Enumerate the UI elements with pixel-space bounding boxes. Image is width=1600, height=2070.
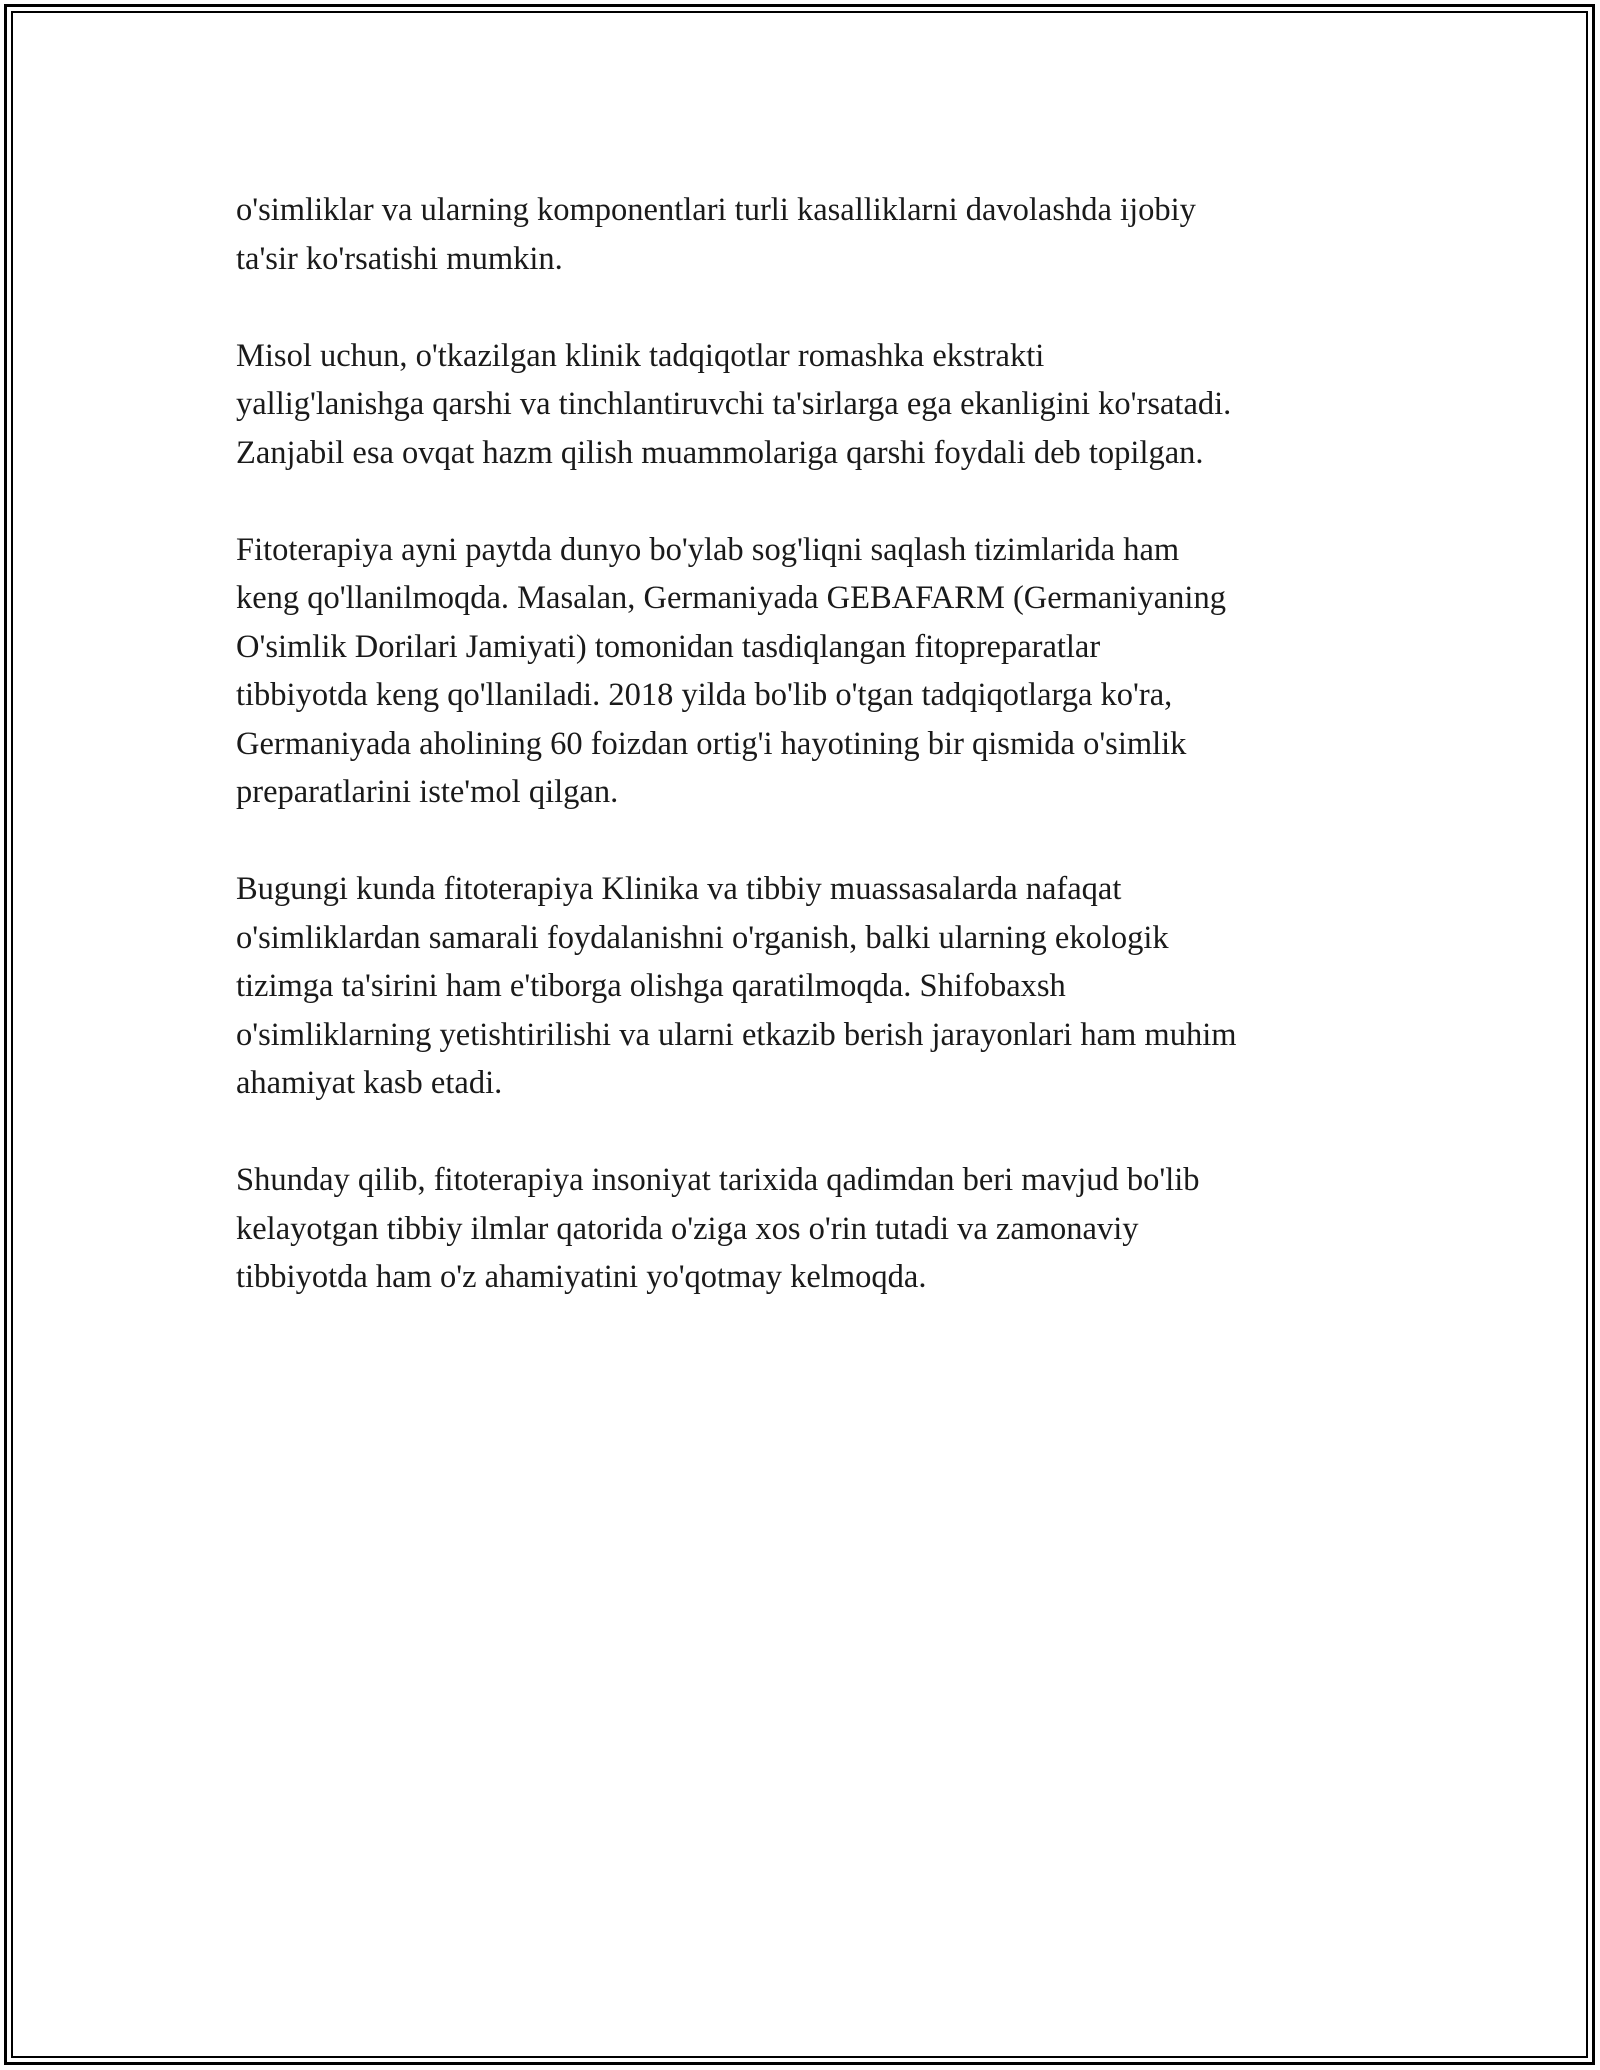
paragraph-3 [236,526,1376,817]
paragraph-1 [236,186,1376,283]
text-line: tibbiyotda keng qo'llaniladi. 2018 yilda bo'lib o'tgan tadqiqotlarga ko'ra, [236,677,1173,713]
text-line: Germaniyada aholining 60 foizdan ortig'i hayotining bir qismida o'simlik [236,725,1187,762]
text-line: ta'sir ko'rsatishi mumkin. [236,240,563,277]
text-line: preparatlarini iste'mol qilgan. [236,774,619,810]
text-line: Zanjabil esa ovqat hazm qilish muammolariga qarshi foydali deb topilgan. [236,434,1204,471]
text-line: Misol uchun, o'tkazilgan klinik tadqiqotlar romashka ekstrakti [236,337,1045,374]
text-line: keng qo'llanilmoqda. Masalan, Germaniyada GEBAFARM (Germaniyaning [236,580,1226,616]
text-line: Bugungi kunda fitoterapiya Klinika va tibbiy muassasalarda nafaqat [236,871,1122,907]
text-line: kelayotgan tibbiy ilmlar qatorida o'ziga xos o'rin tutadi va zamonaviy [236,1210,1139,1247]
text-line: o'simliklarning yetishtirilishi va ularni etkazib berish jarayonlari ham muhim [236,1016,1237,1053]
text-line: tibbiyotda ham o'z ahamiyatini yo'qotmay kelmoqda. [236,1259,927,1295]
text-line: yallig'lanishga qarshi va tinchlantiruvchi ta'sirlarga ega ekanligini ko'rsatadi. [236,386,1232,422]
paragraph-4 [236,865,1376,1108]
text-line: O'simlik Dorilari Jamiyati) tomonidan tasdiqlangan fitopreparatlar [236,628,1101,665]
text-line: ahamiyat kasb etadi. [236,1065,503,1101]
text-line: tizimga ta'sirini ham e'tiborga olishga qaratilmoqda. Shifobaxsh [236,968,1066,1004]
text-line: Shunday qilib, fitoterapiya insoniyat tarixida qadimdan beri mavjud bo'lib [236,1162,1200,1198]
document-body [236,186,1376,1350]
text-line: o'simliklardan samarali foydalanishni o'rganish, balki ularning ekologik [236,919,1169,956]
text-line: o'simliklar va ularning komponentlari turli kasalliklarni davolashda ijobiy [236,192,1196,228]
paragraph-2 [236,332,1376,478]
text-line: Fitoterapiya ayni paytda dunyo bo'ylab sog'liqni saqlash tizimlarida ham [236,531,1180,568]
paragraph-5 [236,1156,1376,1302]
